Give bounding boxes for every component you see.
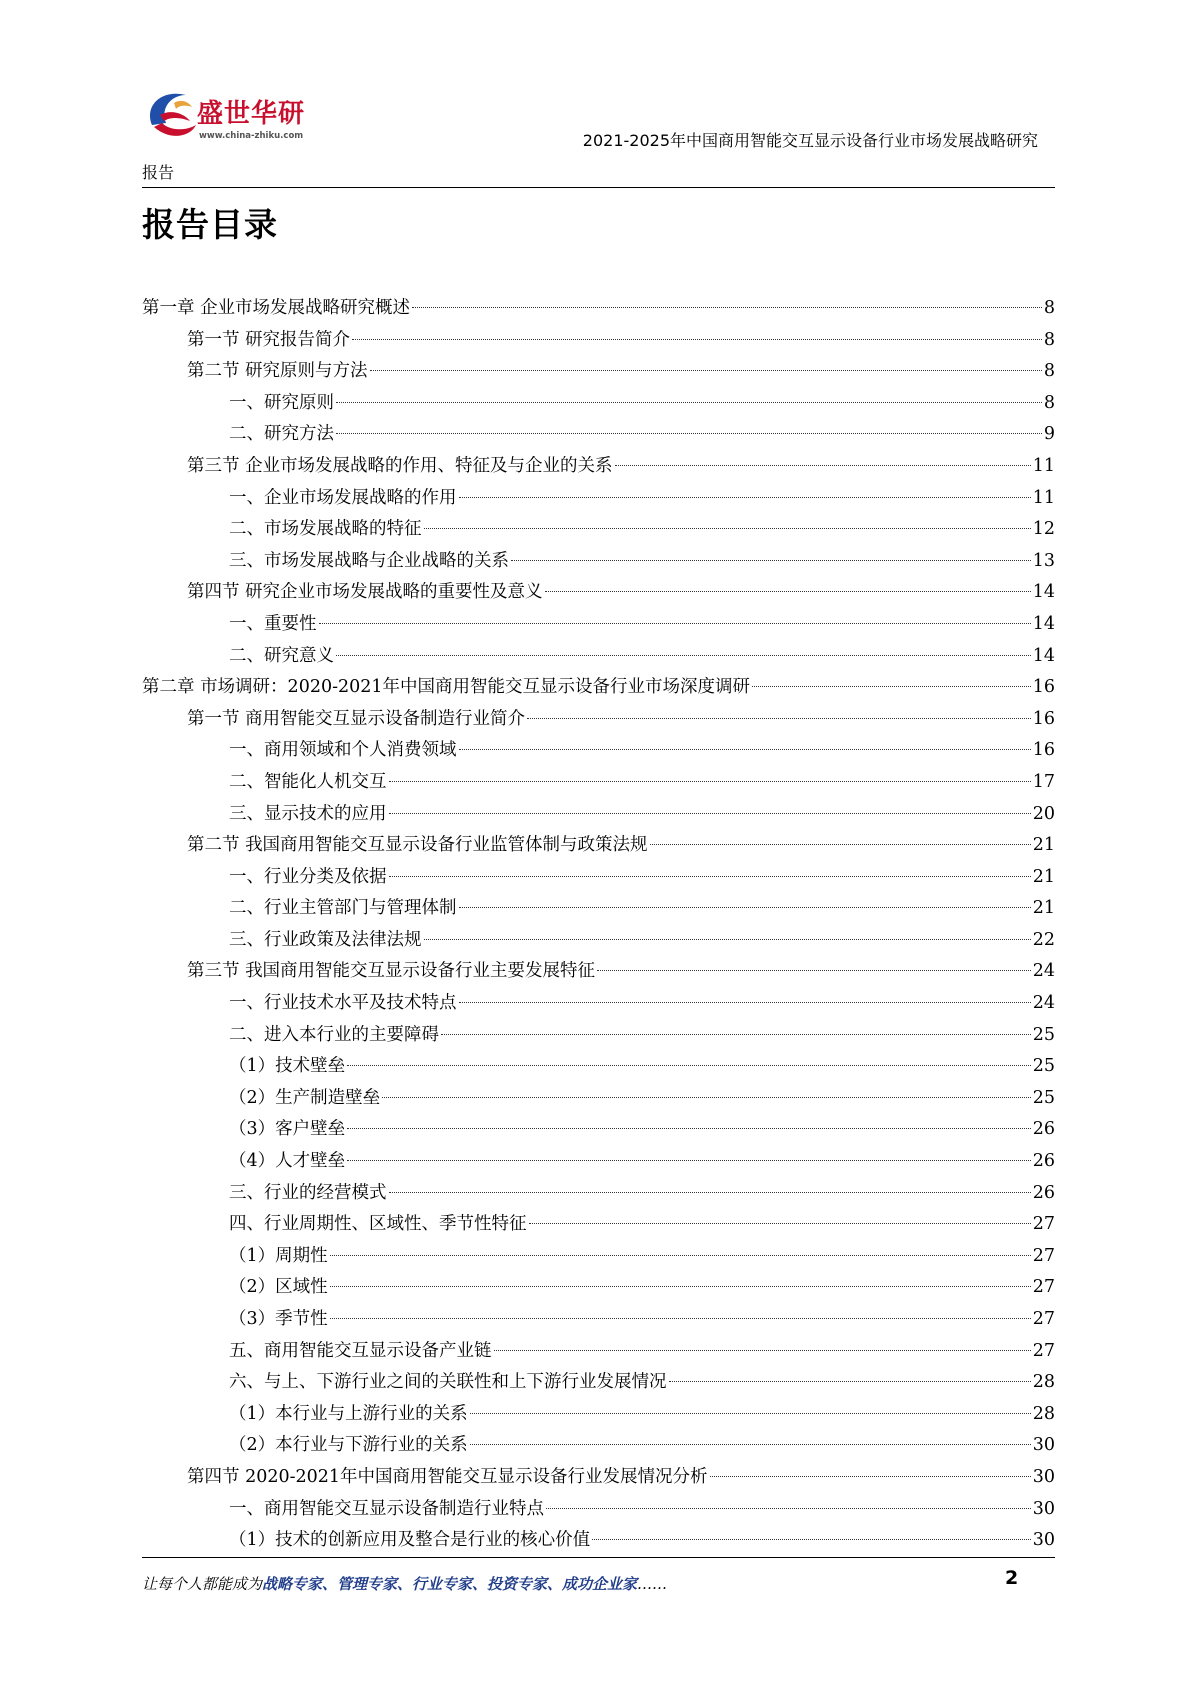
toc-entry-title: 三、市场发展战略与企业战略的关系 — [229, 550, 509, 571]
toc-dot-leader — [336, 402, 1042, 403]
toc-entry[interactable] — [142, 1083, 1055, 1115]
toc-entry-page: 13 — [1032, 550, 1055, 571]
toc-entry[interactable] — [142, 1020, 1055, 1052]
toc-entry[interactable] — [142, 1462, 1055, 1494]
toc-dot-leader — [527, 718, 1031, 719]
toc-entry-page: 25 — [1032, 1056, 1055, 1077]
toc-entry-page: 25 — [1032, 1087, 1055, 1108]
toc-entry-title: （1）本行业与上游行业的关系 — [229, 1403, 468, 1424]
toc-entry-page: 22 — [1032, 929, 1055, 950]
toc-dot-leader — [330, 1318, 1031, 1319]
toc-entry[interactable] — [142, 988, 1055, 1020]
toc-entry-page: 27 — [1032, 1340, 1055, 1361]
toc-dot-leader — [424, 939, 1031, 940]
toc-entry-page: 25 — [1032, 1024, 1055, 1045]
toc-entry-title: 第二节 研究原则与方法 — [187, 361, 368, 382]
toc-entry-page: 26 — [1032, 1119, 1055, 1140]
toc-dot-leader — [511, 560, 1031, 561]
toc-dot-leader — [347, 1128, 1031, 1129]
toc-entry-title: 第四节 2020-2021年中国商用智能交互显示设备行业发展情况分析 — [187, 1466, 708, 1487]
toc-entry-title: （1）技术的创新应用及整合是行业的核心价值 — [229, 1530, 591, 1551]
page-title: 报告目录 — [142, 205, 278, 244]
toc-entry[interactable] — [142, 388, 1055, 420]
toc-entry[interactable] — [142, 514, 1055, 546]
toc-entry-page: 30 — [1032, 1498, 1055, 1519]
toc-entry-page: 12 — [1032, 519, 1055, 540]
toc-dot-leader — [470, 1413, 1031, 1414]
toc-entry[interactable] — [142, 451, 1055, 483]
toc-entry-title: （4）人才壁垒 — [229, 1151, 346, 1172]
toc-entry-page: 16 — [1032, 677, 1055, 698]
toc-entry[interactable] — [142, 925, 1055, 957]
toc-dot-leader — [352, 339, 1042, 340]
document-type-label: 报告 — [142, 163, 175, 182]
toc-dot-leader — [389, 781, 1031, 782]
toc-entry[interactable] — [142, 546, 1055, 578]
page-number: 2 — [1005, 1567, 1019, 1589]
toc-entry[interactable] — [142, 1241, 1055, 1273]
table-of-contents — [142, 293, 1055, 1557]
toc-entry-page: 8 — [1043, 392, 1055, 413]
toc-entry[interactable] — [142, 356, 1055, 388]
toc-dot-leader — [441, 1034, 1031, 1035]
toc-dot-leader — [424, 528, 1031, 529]
toc-dot-leader — [459, 907, 1031, 908]
toc-entry-title: （3）季节性 — [229, 1309, 328, 1329]
toc-entry-title: 一、重要性 — [229, 613, 317, 634]
toc-dot-leader — [494, 1350, 1031, 1351]
toc-entry-title: 二、行业主管部门与管理体制 — [229, 898, 457, 919]
toc-entry-title: 第一章 企业市场发展战略研究概述 — [142, 298, 411, 318]
toc-entry-title: 第三节 我国商用智能交互显示设备行业主要发展特征 — [187, 961, 596, 982]
toc-entry-title: 第三节 企业市场发展战略的作用、特征及与企业的关系 — [187, 455, 613, 476]
toc-entry-title: （1）周期性 — [229, 1245, 328, 1266]
toc-entry-page: 30 — [1032, 1466, 1055, 1487]
toc-entry-page: 8 — [1043, 329, 1055, 350]
toc-entry[interactable] — [142, 799, 1055, 831]
toc-dot-leader — [669, 1381, 1031, 1382]
toc-entry-title: 一、企业市场发展战略的作用 — [229, 487, 457, 508]
document-title: 2021-2025年中国商用智能交互显示设备行业市场发展战略研究 — [582, 131, 1038, 150]
toc-dot-leader — [470, 1444, 1031, 1445]
toc-entry-title: 一、研究原则 — [229, 392, 334, 413]
toc-entry-title: 二、进入本行业的主要障碍 — [229, 1024, 439, 1045]
toc-dot-leader — [412, 307, 1042, 308]
logo-brand-text: 盛世华研 — [197, 99, 306, 129]
toc-entry-title: 第一节 商用智能交互显示设备制造行业简介 — [187, 708, 526, 729]
toc-entry-title: 六、与上、下游行业之间的关联性和上下游行业发展情况 — [229, 1372, 667, 1393]
toc-dot-leader — [347, 1160, 1031, 1161]
toc-entry-page: 20 — [1032, 803, 1055, 824]
toc-entry-title: 二、智能化人机交互 — [229, 771, 387, 792]
toc-entry[interactable] — [142, 419, 1055, 451]
toc-entry[interactable] — [142, 483, 1055, 515]
toc-dot-leader — [382, 1097, 1031, 1098]
header-divider — [142, 187, 1055, 188]
toc-dot-leader — [389, 813, 1031, 814]
toc-entry-page: 9 — [1043, 424, 1055, 445]
toc-entry-page: 16 — [1032, 740, 1055, 761]
toc-dot-leader — [650, 844, 1031, 845]
toc-entry-page: 30 — [1032, 1530, 1055, 1551]
toc-entry-page: 27 — [1032, 1277, 1055, 1298]
toc-dot-leader — [615, 465, 1031, 466]
toc-dot-leader — [459, 1002, 1031, 1003]
toc-entry[interactable] — [142, 1304, 1055, 1336]
toc-entry-page: 27 — [1032, 1245, 1055, 1266]
toc-entry-title: 三、显示技术的应用 — [229, 803, 387, 824]
toc-entry[interactable] — [142, 1209, 1055, 1241]
toc-entry-title: 三、行业政策及法律法规 — [229, 929, 422, 950]
toc-entry[interactable] — [142, 862, 1055, 894]
toc-entry-page: 28 — [1032, 1372, 1055, 1393]
toc-dot-leader — [752, 686, 1031, 687]
toc-dot-leader — [330, 1286, 1031, 1287]
toc-entry[interactable] — [142, 325, 1055, 357]
toc-entry[interactable] — [142, 767, 1055, 799]
toc-entry[interactable] — [142, 1336, 1055, 1368]
toc-entry-page: 24 — [1032, 993, 1055, 1014]
toc-entry-page: 14 — [1032, 582, 1055, 603]
toc-dot-leader — [336, 655, 1031, 656]
toc-entry-title: 第二章 市场调研：2020-2021年中国商用智能交互显示设备行业市场深度调研 — [142, 677, 751, 698]
toc-dot-leader — [459, 749, 1031, 750]
toc-dot-leader — [330, 1255, 1031, 1256]
toc-entry-page: 26 — [1032, 1151, 1055, 1172]
toc-entry-title: （2）生产制造壁垒 — [229, 1087, 381, 1108]
toc-dot-leader — [370, 370, 1042, 371]
toc-entry-page: 21 — [1032, 898, 1055, 919]
toc-entry[interactable] — [142, 1051, 1055, 1083]
footer-divider — [142, 1557, 1055, 1558]
toc-entry[interactable] — [142, 641, 1055, 673]
toc-entry-title: 第二节 我国商用智能交互显示设备行业监管体制与政策法规 — [187, 835, 648, 856]
page-header — [0, 0, 1191, 200]
toc-dot-leader — [347, 1065, 1031, 1066]
toc-entry-page: 26 — [1032, 1182, 1055, 1203]
toc-entry[interactable] — [142, 830, 1055, 862]
toc-entry[interactable] — [142, 577, 1055, 609]
toc-entry-page: 8 — [1043, 298, 1055, 318]
toc-entry-page: 11 — [1032, 455, 1055, 476]
toc-entry-title: 一、行业分类及依据 — [229, 866, 387, 887]
toc-entry-page: 11 — [1032, 487, 1055, 508]
toc-dot-leader — [710, 1476, 1031, 1477]
toc-entry[interactable] — [142, 1399, 1055, 1431]
toc-entry[interactable] — [142, 1430, 1055, 1462]
slogan-suffix: …… — [637, 1575, 668, 1593]
toc-entry-title: 一、商用智能交互显示设备制造行业特点 — [229, 1498, 544, 1519]
toc-entry-page: 27 — [1032, 1214, 1055, 1235]
toc-dot-leader — [389, 876, 1031, 877]
toc-entry-title: （3）客户壁垒 — [229, 1119, 346, 1140]
toc-dot-leader — [389, 1192, 1031, 1193]
toc-entry-page: 17 — [1032, 771, 1055, 792]
slogan-prefix: 让每个人都能成为 — [142, 1575, 263, 1593]
toc-entry[interactable] — [142, 1114, 1055, 1146]
toc-entry[interactable] — [142, 1494, 1055, 1526]
toc-entry-page: 14 — [1032, 645, 1055, 666]
toc-entry[interactable] — [142, 1272, 1055, 1304]
toc-entry-page: 28 — [1032, 1403, 1055, 1424]
toc-entry[interactable] — [142, 1146, 1055, 1178]
toc-entry-page: 24 — [1032, 961, 1055, 982]
toc-entry[interactable] — [142, 1178, 1055, 1210]
toc-entry-page: 21 — [1032, 866, 1055, 887]
toc-dot-leader — [529, 1223, 1031, 1224]
toc-entry-title: 一、商用领域和个人消费领域 — [229, 740, 457, 761]
slogan-highlight: 战略专家、管理专家、行业专家、投资专家、成功企业家 — [262, 1575, 638, 1593]
toc-entry-page: 30 — [1032, 1435, 1055, 1456]
toc-dot-leader — [597, 970, 1031, 971]
toc-entry-title: 第一节 研究报告简介 — [187, 329, 351, 350]
toc-entry[interactable] — [142, 704, 1055, 736]
toc-entry[interactable] — [142, 893, 1055, 925]
toc-dot-leader — [459, 497, 1031, 498]
toc-entry-page: 16 — [1032, 708, 1055, 729]
toc-entry-page: 27 — [1032, 1309, 1055, 1329]
toc-entry-title: （2）区域性 — [229, 1277, 328, 1298]
toc-entry-page: 14 — [1032, 613, 1055, 634]
toc-entry[interactable] — [142, 672, 1055, 704]
toc-entry-title: 三、行业的经营模式 — [229, 1182, 387, 1203]
toc-dot-leader — [545, 591, 1031, 592]
toc-dot-leader — [319, 623, 1031, 624]
toc-entry[interactable] — [142, 735, 1055, 767]
toc-dot-leader — [336, 433, 1042, 434]
toc-entry-title: 五、商用智能交互显示设备产业链 — [229, 1340, 492, 1361]
toc-entry[interactable] — [142, 1367, 1055, 1399]
toc-entry-title: 一、行业技术水平及技术特点 — [229, 993, 457, 1014]
toc-dot-leader — [592, 1539, 1031, 1540]
toc-entry-page: 21 — [1032, 835, 1055, 856]
toc-dot-leader — [546, 1508, 1031, 1509]
toc-entry-title: 二、研究方法 — [229, 424, 334, 445]
toc-entry-title: 第四节 研究企业市场发展战略的重要性及意义 — [187, 582, 543, 603]
toc-entry[interactable] — [142, 293, 1055, 325]
toc-entry[interactable] — [142, 1525, 1055, 1557]
toc-entry[interactable] — [142, 609, 1055, 641]
toc-entry[interactable] — [142, 956, 1055, 988]
toc-entry-title: 四、行业周期性、区域性、季节性特征 — [229, 1214, 527, 1235]
toc-entry-title: （2）本行业与下游行业的关系 — [229, 1435, 468, 1456]
toc-entry-page: 8 — [1043, 361, 1055, 382]
logo-url: www.china-zhiku.com — [199, 131, 304, 141]
toc-entry-title: 二、市场发展战略的特征 — [229, 519, 422, 540]
toc-entry-title: 二、研究意义 — [229, 645, 334, 666]
toc-entry-title: （1）技术壁垒 — [229, 1056, 346, 1077]
footer-slogan — [142, 1573, 667, 1594]
